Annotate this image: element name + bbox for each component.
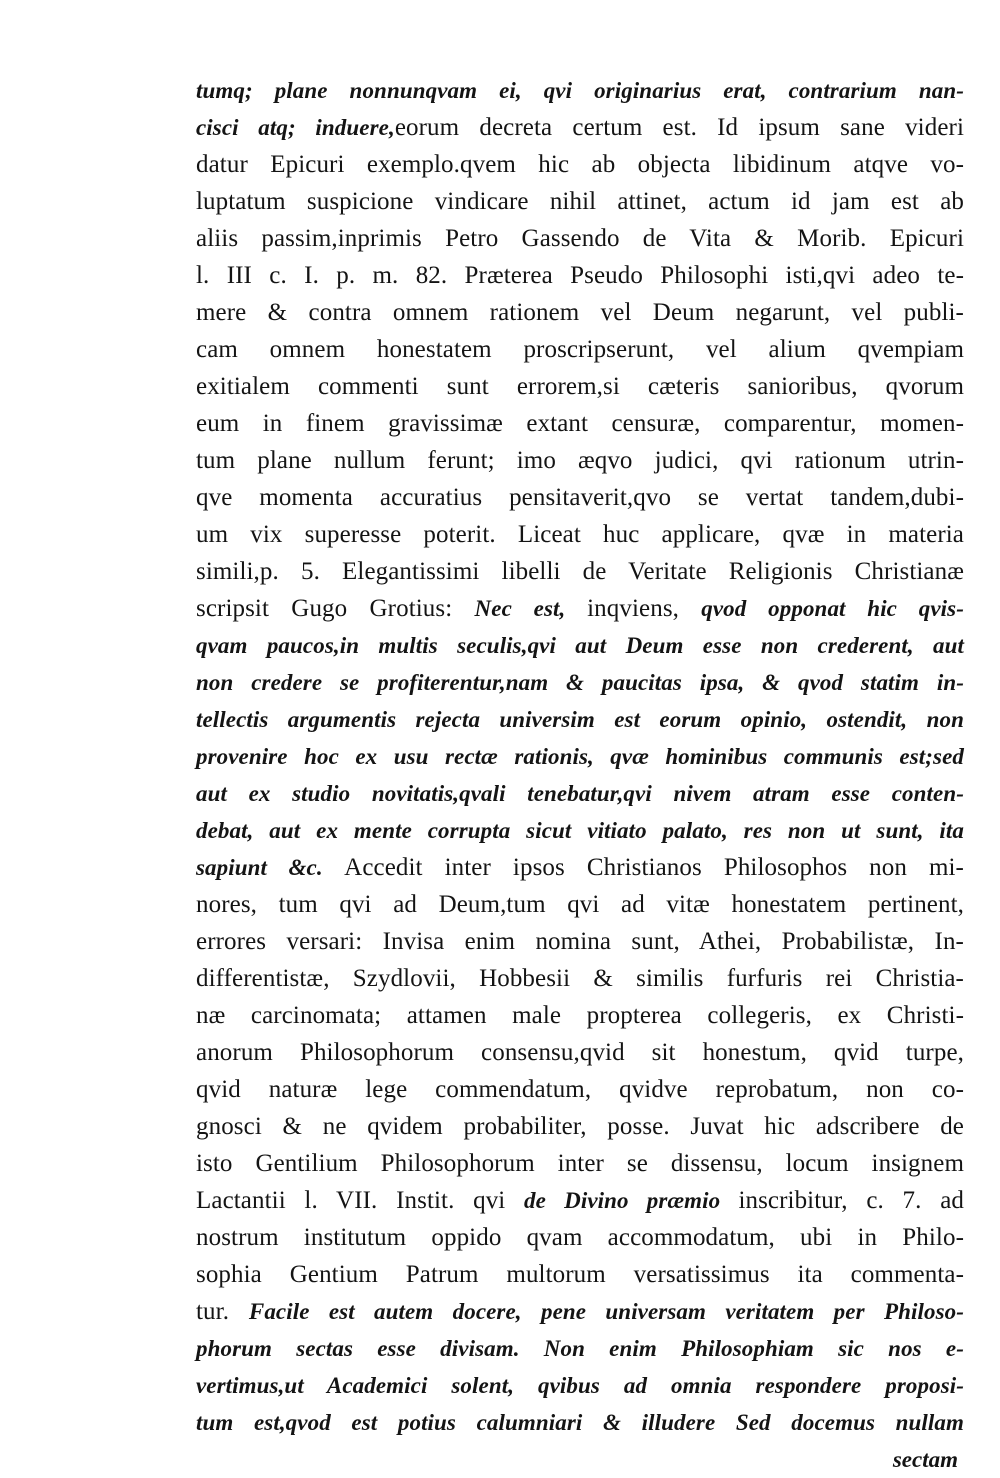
text-line xyxy=(196,812,964,849)
text-segment: nores, tum qvi ad Deum,tum qvi ad vitæ honestatem pertinent, xyxy=(196,891,964,918)
italic-text-segment: de Divino præmio xyxy=(524,1188,739,1213)
text-segment: um vix superesse poterit. Liceat huc applicare, qvæ in materia xyxy=(196,521,964,548)
text-segment: mere & contra omnem rationem vel Deum negarunt, vel publi- xyxy=(196,299,964,326)
text-segment: sophia Gentium Patrum multorum versatissimus ita commenta- xyxy=(196,1261,964,1288)
italic-text-segment: tum est,qvod est potius calumniari & illudere Sed docemus nullam xyxy=(196,1410,964,1435)
text-segment: scripsit Gugo Grotius: xyxy=(196,595,475,622)
text-line xyxy=(196,553,964,590)
text-line xyxy=(196,1219,964,1256)
italic-text-segment: non credere se profiterentur,nam & paucitas ipsa, & qvod statim in- xyxy=(196,670,964,695)
text-segment: eum in finem gravissimæ extant censuræ, comparentur, momen- xyxy=(196,410,964,437)
text-line xyxy=(196,775,964,812)
text-line xyxy=(196,405,964,442)
text-segment: tur. xyxy=(196,1298,249,1325)
text-line xyxy=(196,627,964,664)
text-segment: qve momenta accuratius pensitaverit,qvo se vertat tandem,dubi- xyxy=(196,484,964,511)
text-line xyxy=(196,1145,964,1182)
text-line xyxy=(196,886,964,923)
text-line xyxy=(196,516,964,553)
text-segment: inqviens, xyxy=(587,595,702,622)
text-segment: differentistæ, Szydlovii, Hobbesii & similis furfuris rei Christia- xyxy=(196,965,964,992)
text-segment: luptatum suspicione vindicare nihil attinet, actum id jam est ab xyxy=(196,188,964,215)
text-line xyxy=(196,183,964,220)
italic-text-segment: debat, aut ex mente corrupta sicut vitiato palato, res non ut sunt, ita xyxy=(196,818,964,843)
italic-text-segment: qvod opponat hic qvis- xyxy=(701,596,964,621)
text-segment: anorum Philosophorum consensu,qvid sit honestum, qvid turpe, xyxy=(196,1039,964,1066)
text-line xyxy=(196,368,964,405)
text-segment: l. III c. I. p. m. 82. Præterea Pseudo Philosophi isti,qvi adeo te- xyxy=(196,262,964,289)
italic-text-segment: aut ex studio novitatis,qvali tenebatur,qvi nivem atram esse conten- xyxy=(196,781,964,806)
page-text-area xyxy=(196,72,964,1478)
italic-text-segment: tumq; plane nonnunqvam ei, qvi originarius erat, contrarium nan- xyxy=(196,78,964,103)
italic-text-segment: sapiunt &c. xyxy=(196,855,345,880)
text-line xyxy=(196,220,964,257)
text-line xyxy=(196,664,964,701)
text-line xyxy=(196,1182,964,1219)
text-line xyxy=(196,479,964,516)
text-line xyxy=(196,1367,964,1404)
italic-text-segment: cisci atq; induere, xyxy=(196,115,395,140)
text-line xyxy=(196,701,964,738)
text-segment: datur Epicuri exemplo.qvem hic ab objecta libidinum atqve vo- xyxy=(196,151,964,178)
text-line xyxy=(196,331,964,368)
italic-text-segment: phorum sectas esse divisam. Non enim Philosophiam sic nos e- xyxy=(196,1336,964,1361)
body-text xyxy=(196,72,964,1441)
text-segment: qvid naturæ lege commendatum, qvidve reprobatum, non co- xyxy=(196,1076,964,1103)
text-line xyxy=(196,849,964,886)
italic-text-segment: Nec est, xyxy=(474,596,588,621)
text-line xyxy=(196,72,964,109)
text-segment: gnosci & ne qvidem probabiliter, posse. Juvat hic adscribere de xyxy=(196,1113,964,1140)
italic-text-segment: provenire hoc ex usu rectæ rationis, qvæ hominibus communis est;sed xyxy=(196,744,964,769)
text-line xyxy=(196,590,964,627)
text-line xyxy=(196,1330,964,1367)
text-line xyxy=(196,1108,964,1145)
text-segment: eorum decreta certum est. Id ipsum sane videri xyxy=(394,114,964,141)
text-line xyxy=(196,294,964,331)
text-line xyxy=(196,1034,964,1071)
text-segment: tum plane nullum ferunt; imo æqvo judici, qvi rationum utrin- xyxy=(196,447,964,474)
catchword: sectam xyxy=(892,1447,958,1472)
text-line xyxy=(196,960,964,997)
text-segment: simili,p. 5. Elegantissimi libelli de Veritate Religionis Christianæ xyxy=(196,558,964,585)
text-segment: cam omnem honestatem proscripserunt, vel alium qvempiam xyxy=(196,336,964,363)
text-segment: næ carcinomata; attamen male propterea collegeris, ex Christi- xyxy=(196,1002,964,1029)
text-line xyxy=(196,738,964,775)
italic-text-segment: qvam paucos,in multis seculis,qvi aut Deum esse non crederent, aut xyxy=(196,633,964,658)
text-segment: nostrum institutum oppido qvam accommodatum, ubi in Philo- xyxy=(196,1224,964,1251)
text-line xyxy=(196,1404,964,1441)
text-line xyxy=(196,109,964,146)
text-line xyxy=(196,1293,964,1330)
text-segment: aliis passim,inprimis Petro Gassendo de Vita & Morib. Epicuri xyxy=(196,225,964,252)
text-line xyxy=(196,1071,964,1108)
text-segment: exitialem commenti sunt errorem,si cæteris sanioribus, qvorum xyxy=(196,373,964,400)
text-segment: Lactantii l. VII. Instit. qvi xyxy=(196,1187,525,1214)
text-line xyxy=(196,923,964,960)
text-line xyxy=(196,146,964,183)
text-segment: errores versari: Invisa enim nomina sunt, Athei, Probabilistæ, In- xyxy=(196,928,964,955)
text-line xyxy=(196,442,964,479)
italic-text-segment: Facile est autem docere, pene universam veritatem per Philoso- xyxy=(248,1299,964,1324)
italic-text-segment: tellectis argumentis rejecta universim est eorum opinio, ostendit, non xyxy=(196,707,964,732)
text-segment: Accedit inter ipsos Christianos Philosophos non mi- xyxy=(344,854,964,881)
text-segment: isto Gentilium Philosophorum inter se dissensu, locum insignem xyxy=(196,1150,964,1177)
text-segment: inscribitur, c. 7. ad xyxy=(738,1187,964,1214)
italic-text-segment: vertimus,ut Academici solent, qvibus ad omnia respondere proposi- xyxy=(196,1373,964,1398)
text-line xyxy=(196,997,964,1034)
text-line xyxy=(196,1256,964,1293)
text-line xyxy=(196,257,964,294)
